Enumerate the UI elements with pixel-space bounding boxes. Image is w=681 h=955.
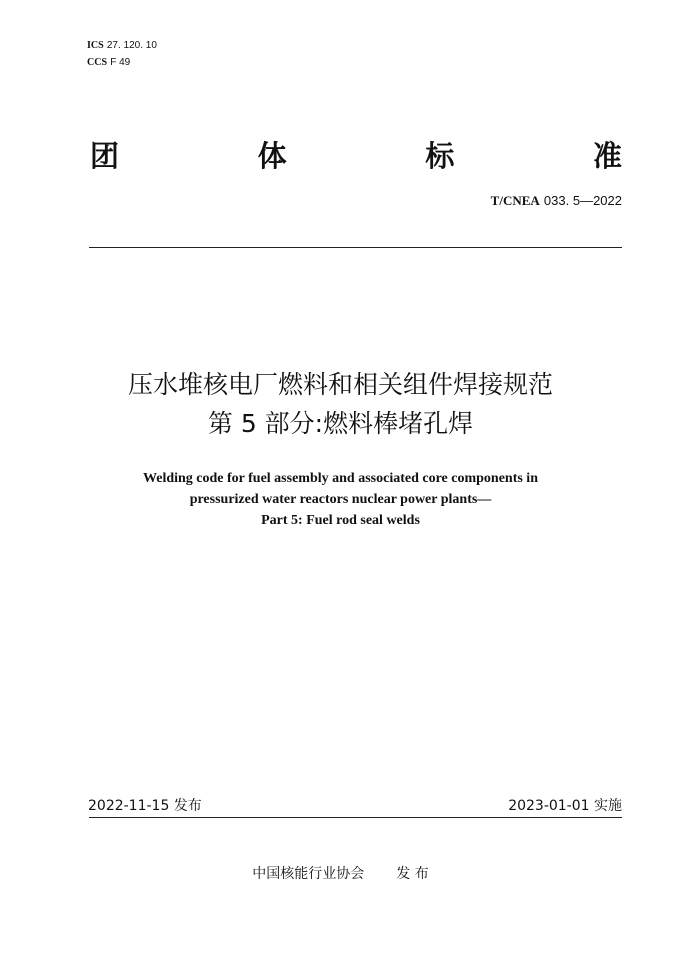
footer-divider [89, 817, 622, 818]
standard-type-char: 体 [257, 139, 287, 173]
publisher-line [0, 864, 681, 884]
publisher-organization: 中国核能行业协会 [252, 866, 365, 882]
chinese-title-line-2: 第 5 部分:燃料棒堵孔焊 [207, 409, 474, 438]
ics-value: 27. 120. 10 [106, 40, 157, 51]
ccs-code [87, 57, 130, 69]
issue-date: 2022-11-15 发布 [88, 798, 202, 814]
english-title-line-1: Welding code for fuel assembly and associated core components in [143, 471, 538, 486]
standard-type-char: 团 [90, 139, 120, 173]
standard-code-prefix: T/CNEA [490, 193, 540, 208]
ics-label: ICS [87, 40, 104, 51]
standard-code [491, 193, 622, 209]
ics-code [87, 40, 157, 52]
english-title-line-3: Part 5: Fuel rod seal welds [261, 513, 420, 528]
standard-code-number: 033. 5—2022 [543, 193, 622, 208]
standard-type-title [90, 136, 622, 176]
ccs-label: CCS [87, 57, 108, 68]
publisher-action: 发 布 [396, 866, 429, 882]
header-divider [89, 247, 622, 248]
standard-type-char: 标 [425, 139, 455, 173]
standard-type-char: 准 [592, 139, 622, 173]
chinese-title-line-1: 压水堆核电厂燃料和相关组件焊接规范 [127, 370, 553, 399]
english-title-line-2: pressurized water reactors nuclear power plants— [189, 492, 492, 507]
ccs-value: F 49 [110, 57, 131, 68]
effective-date: 2023-01-01 实施 [508, 798, 622, 814]
